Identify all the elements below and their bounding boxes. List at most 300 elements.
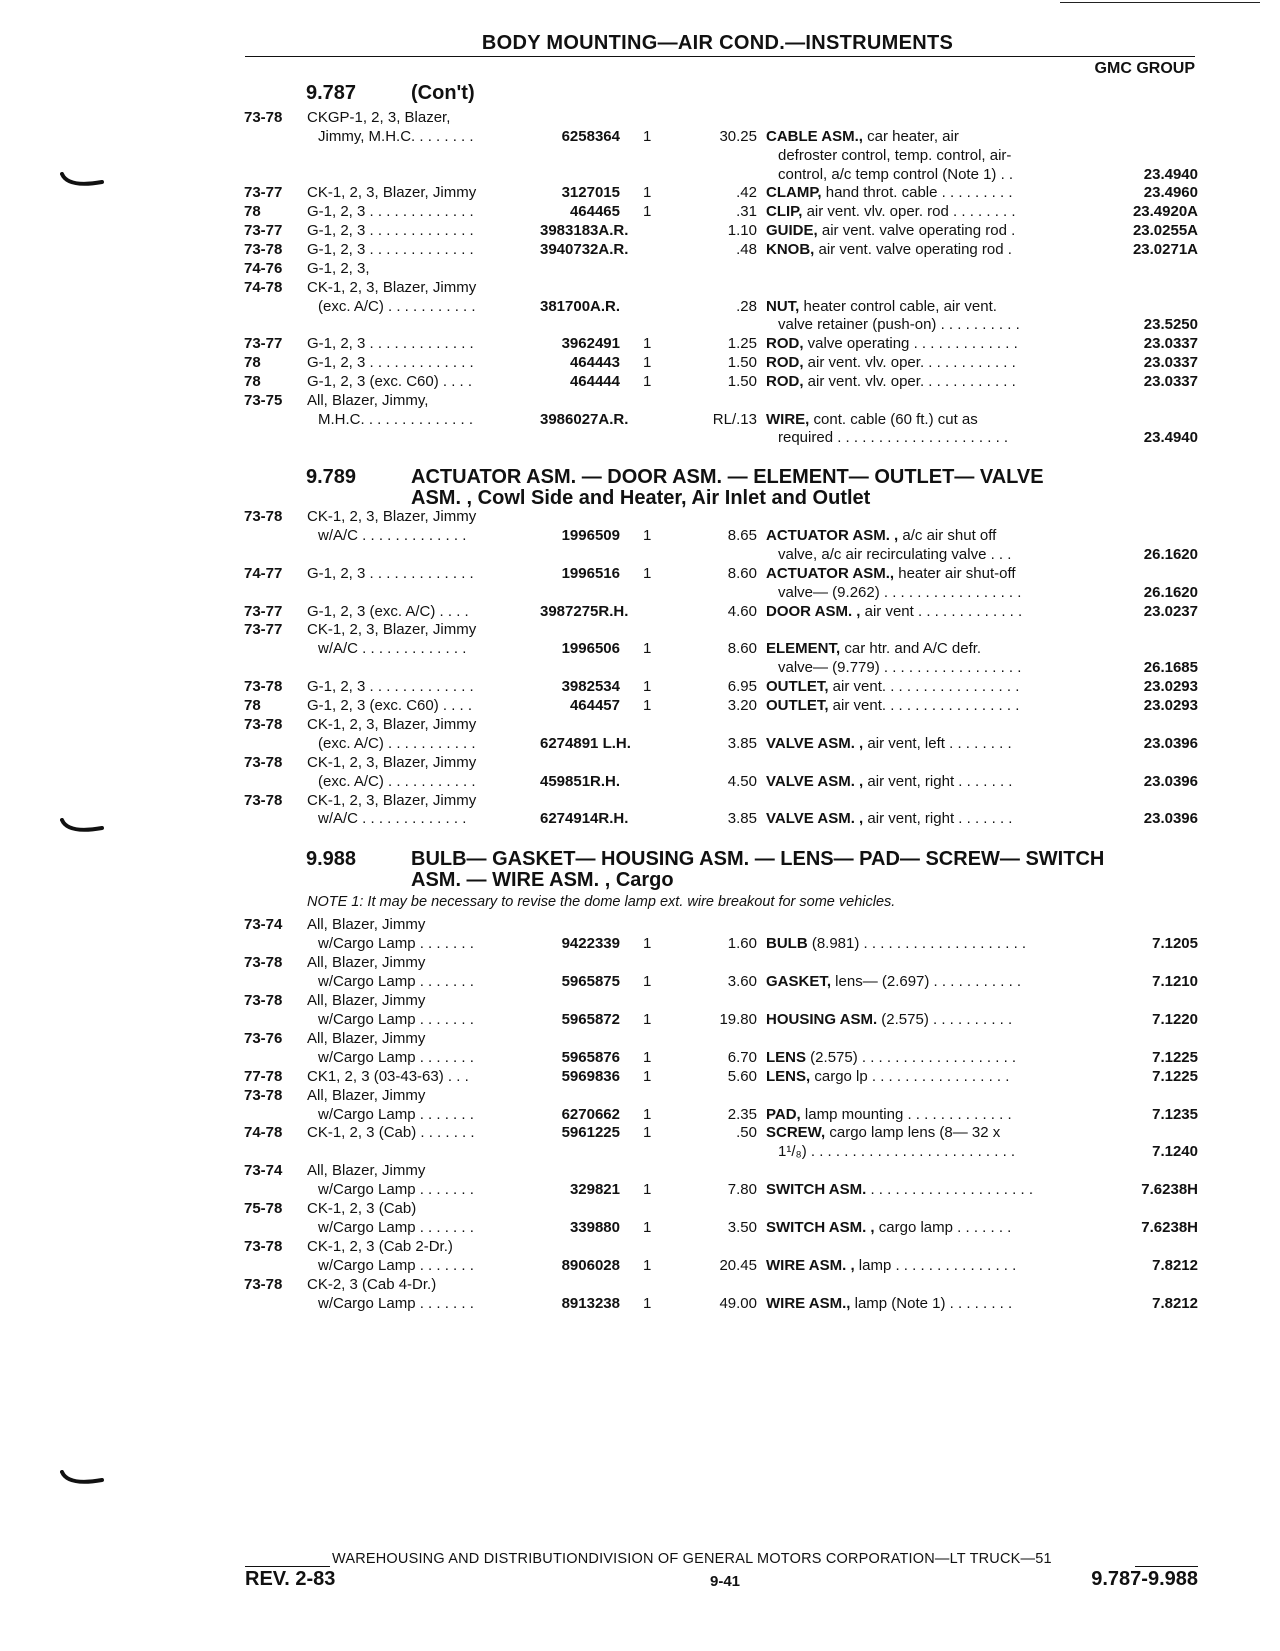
group-number: 23.4960 — [1143, 184, 1198, 202]
application: w/Cargo Lamp . . . . . . . — [318, 1010, 474, 1028]
application: G-1, 2, 3 . . . . . . . . . . . . . — [307, 335, 474, 353]
group-number: 23.4940 — [1143, 429, 1198, 447]
quantity: 1 — [643, 354, 652, 372]
section-title-line2: ASM. , Cowl Side and Heater, Air Inlet and Outlet — [411, 487, 871, 509]
quantity: 1 — [643, 335, 652, 353]
model-years: 74-77 — [244, 564, 283, 582]
description-text: heater control cable, air vent. — [799, 297, 997, 315]
part-name: LENS — [766, 1048, 807, 1066]
description — [766, 564, 1016, 583]
description — [778, 1142, 1015, 1161]
description-text: car heater, air — [862, 127, 959, 145]
group-number: 7.1220 — [1152, 1010, 1198, 1028]
application: G-1, 2, 3 . . . . . . . . . . . . . — [307, 354, 474, 372]
application: CK-1, 2, 3, Blazer, Jimmy — [307, 508, 477, 525]
application: CK-1, 2, 3 (Cab) — [307, 1200, 417, 1218]
part-row — [0, 1180, 1280, 1199]
part-row — [0, 108, 1280, 127]
application: All, Blazer, Jimmy, — [307, 391, 429, 409]
part-row — [0, 146, 1280, 165]
description — [766, 809, 1012, 828]
quantity: 1 — [643, 697, 652, 714]
part-name: DOOR ASM. , — [766, 602, 861, 620]
part-number: 9422339 — [561, 934, 620, 952]
part-row — [0, 753, 1280, 772]
part-row — [0, 602, 1280, 621]
page-number: 9-41 — [710, 1573, 741, 1590]
description — [766, 297, 997, 316]
binder-mark-icon — [60, 172, 104, 190]
section-title: ACTUATOR ASM. — DOOR ASM. — ELEMENT— OUTLET— VALVE — [411, 466, 1044, 488]
application: w/Cargo Lamp . . . . . . . — [318, 1257, 474, 1275]
part-name: CABLE ASM., — [766, 127, 863, 145]
model-years: 73-77 — [244, 602, 283, 620]
part-name: PAD, — [766, 1105, 801, 1123]
model-years: 73-78 — [244, 715, 283, 733]
price: 6.95 — [727, 678, 757, 696]
part-number: 3940732A.R. — [540, 240, 629, 258]
price: 7.80 — [727, 1181, 757, 1199]
page-title: BODY MOUNTING—AIR COND.—INSTRUMENTS — [481, 32, 954, 54]
part-row — [0, 1105, 1280, 1124]
part-name: GASKET, — [766, 972, 832, 990]
group-number: 23.0293 — [1143, 697, 1198, 714]
application: w/A/C . . . . . . . . . . . . . — [318, 526, 467, 544]
application: CK-1, 2, 3 (Cab 2-Dr.) — [307, 1238, 453, 1256]
model-years: 73-75 — [244, 391, 283, 409]
group-number: 23.0337 — [1143, 372, 1198, 390]
application: All, Blazer, Jimmy — [307, 1162, 426, 1180]
application: G-1, 2, 3 . . . . . . . . . . . . . — [307, 203, 474, 221]
part-name: CLAMP, — [766, 184, 822, 202]
part-number: 464465 — [569, 203, 620, 221]
application: G-1, 2, 3 (exc. C60) . . . . — [307, 372, 473, 390]
model-years: 75-78 — [244, 1200, 283, 1218]
part-name: BULB — [766, 934, 808, 952]
description — [766, 1010, 1012, 1029]
footer-rule-right — [1135, 1566, 1198, 1567]
price: 3.20 — [727, 697, 757, 714]
description — [766, 734, 1012, 753]
group-number: 23.0337 — [1143, 335, 1198, 353]
group-number: 7.1210 — [1152, 972, 1198, 990]
part-row — [0, 791, 1280, 810]
price: 1.50 — [727, 372, 757, 390]
model-years: 73-78 — [244, 1238, 283, 1256]
description — [778, 165, 1013, 184]
price: 4.50 — [727, 772, 757, 790]
description-text: air vent. valve operating rod . — [814, 240, 1012, 258]
part-row — [0, 715, 1280, 734]
description — [766, 1105, 1012, 1124]
description-text: control, a/c temp control (Note 1) . . — [778, 165, 1014, 183]
part-number: 1996509 — [561, 526, 620, 544]
part-row — [0, 428, 1280, 447]
description-text: cargo lamp lens (8— 32 x — [825, 1124, 1001, 1142]
part-row — [0, 278, 1280, 297]
application: All, Blazer, Jimmy — [307, 1086, 426, 1104]
part-row — [0, 1029, 1280, 1048]
description — [766, 410, 978, 429]
application: G-1, 2, 3 . . . . . . . . . . . . . — [307, 222, 474, 240]
application: CK-1, 2, 3 (Cab) . . . . . . . — [307, 1124, 475, 1142]
section-title: BULB— GASKET— HOUSING ASM. — LENS— PAD— SCREW— SWITCH — [411, 848, 1105, 870]
section-note: NOTE 1: It may be necessary to revise the dome lamp ext. wire breakout for some vehicles. — [307, 894, 896, 910]
part-row — [0, 934, 1280, 953]
group-number: 26.1620 — [1143, 583, 1198, 601]
price: 3.50 — [727, 1219, 757, 1237]
application: w/Cargo Lamp . . . . . . . — [318, 1048, 474, 1066]
part-number: 6258364 — [561, 127, 620, 145]
description-text: required . . . . . . . . . . . . . . . . . . . . . — [778, 429, 1009, 447]
description-text: air vent. vlv. oper. . . . . . . . . . . . — [803, 372, 1016, 390]
description-text: air vent. . . . . . . . . . . . . . . . . — [828, 697, 1020, 714]
group-number: 7.8212 — [1152, 1295, 1198, 1312]
part-number: 3987275R.H. — [540, 602, 629, 620]
quantity: 1 — [643, 1295, 652, 1312]
model-years: 78 — [244, 372, 261, 390]
group-number: 7.1240 — [1152, 1143, 1198, 1161]
group-number: 7.6238H — [1141, 1219, 1198, 1237]
part-number: 3962491 — [561, 335, 620, 353]
part-number: 459851R.H. — [540, 772, 621, 790]
application: CK-2, 3 (Cab 4-Dr.) — [307, 1276, 437, 1294]
description-text: cargo lp . . . . . . . . . . . . . . . . . — [810, 1067, 1010, 1085]
model-years: 73-77 — [244, 621, 283, 639]
section-range: 9.787-9.988 — [1091, 1568, 1198, 1590]
part-number: 464443 — [569, 354, 620, 372]
description — [766, 1180, 1033, 1199]
model-years: 74-78 — [244, 1124, 283, 1142]
model-years: 73-78 — [244, 791, 283, 809]
price: 4.60 — [727, 602, 757, 620]
model-years: 73-78 — [244, 991, 283, 1009]
price: .42 — [736, 184, 757, 202]
description — [766, 639, 981, 658]
section-number: 9.988 — [306, 848, 357, 870]
price: 3.60 — [727, 972, 757, 990]
footer-rule-left — [245, 1566, 330, 1567]
description-text: air vent. vlv. oper. . . . . . . . . . . . — [803, 354, 1016, 372]
description — [766, 1048, 1016, 1067]
model-years: 77-78 — [244, 1067, 283, 1085]
group-number: 7.6238H — [1141, 1181, 1198, 1199]
application: CK-1, 2, 3, Blazer, Jimmy — [307, 621, 477, 639]
description — [778, 146, 1011, 165]
description — [766, 602, 1022, 621]
description — [766, 972, 1021, 991]
quantity: 1 — [643, 1257, 652, 1275]
part-number: 5965875 — [561, 972, 620, 990]
model-years: 73-78 — [244, 109, 283, 126]
section-heading — [306, 848, 1105, 891]
model-years: 74-76 — [244, 259, 283, 277]
application: G-1, 2, 3 . . . . . . . . . . . . . — [307, 564, 474, 582]
group-number: 7.1205 — [1152, 934, 1198, 952]
group-number: 23.0293 — [1143, 678, 1198, 696]
application: CK-1, 2, 3, Blazer, Jimmy — [307, 791, 477, 809]
group-number: 23.0337 — [1143, 354, 1198, 372]
quantity: 1 — [643, 1124, 652, 1142]
model-years: 73-77 — [244, 335, 283, 353]
description — [766, 1294, 1012, 1313]
description — [766, 1218, 1011, 1237]
description — [766, 202, 1016, 221]
application: All, Blazer, Jimmy — [307, 1029, 426, 1047]
price: 1.25 — [727, 335, 757, 353]
part-row — [0, 1048, 1280, 1067]
quantity: 1 — [643, 203, 652, 221]
part-row — [0, 165, 1280, 184]
description — [766, 677, 1019, 696]
scan-edge-line — [1060, 2, 1260, 3]
application: w/A/C . . . . . . . . . . . . . — [318, 810, 467, 828]
description-text: lamp mounting . . . . . . . . . . . . . — [800, 1105, 1012, 1123]
price: .28 — [736, 297, 757, 315]
description — [766, 526, 996, 545]
quantity: 1 — [643, 184, 652, 202]
application: (exc. A/C) . . . . . . . . . . . — [318, 297, 476, 315]
description — [766, 696, 1019, 715]
price: 8.60 — [727, 640, 757, 658]
application: w/Cargo Lamp . . . . . . . — [318, 972, 474, 990]
model-years: 73-78 — [244, 1276, 283, 1294]
application: Jimmy, M.H.C. . . . . . . . — [318, 127, 474, 145]
model-years: 74-78 — [244, 278, 283, 296]
part-row — [0, 372, 1280, 391]
part-row — [0, 507, 1280, 526]
description — [766, 372, 1016, 391]
description — [766, 334, 1018, 353]
part-name: KNOB, — [766, 240, 815, 258]
part-row — [0, 202, 1280, 221]
part-row — [0, 221, 1280, 240]
part-row — [0, 772, 1280, 791]
part-name: VALVE ASM. , — [766, 772, 864, 790]
application: w/Cargo Lamp . . . . . . . — [318, 1105, 474, 1123]
part-number: 6270662 — [561, 1105, 620, 1123]
description-text: cont. cable (60 ft.) cut as — [809, 410, 978, 428]
description-text: (2.575) . . . . . . . . . . . . . . . . . . . — [806, 1048, 1017, 1066]
part-number: 1996516 — [561, 564, 620, 582]
application: CK-1, 2, 3, Blazer, Jimmy — [307, 715, 477, 733]
part-row — [0, 315, 1280, 334]
description-text: valve, a/c air recirculating valve . . . — [778, 545, 1012, 563]
description — [778, 583, 1021, 602]
group-number: 26.1620 — [1143, 545, 1198, 563]
part-row — [0, 391, 1280, 410]
price: 5.60 — [727, 1067, 757, 1085]
part-row — [0, 545, 1280, 564]
price: .50 — [736, 1124, 757, 1142]
part-name: OUTLET, — [766, 697, 829, 714]
group-number: 23.0396 — [1143, 734, 1198, 752]
price: 3.85 — [727, 734, 757, 752]
price: 1.60 — [727, 934, 757, 952]
price: 8.65 — [727, 526, 757, 544]
price: 30.25 — [719, 127, 757, 145]
description-text: air vent, left . . . . . . . . — [863, 734, 1012, 752]
section-number: 9.789 — [306, 466, 357, 488]
description-text: valve operating . . . . . . . . . . . . . — [803, 335, 1018, 353]
part-row — [0, 1294, 1280, 1313]
part-number: 6274891 L.H. — [540, 734, 631, 752]
part-row — [0, 620, 1280, 639]
group-number: 23.5250 — [1143, 316, 1198, 334]
price: 49.00 — [719, 1295, 757, 1312]
part-row — [0, 1256, 1280, 1275]
description — [766, 1067, 1009, 1086]
model-years: 73-76 — [244, 1029, 283, 1047]
part-name: SWITCH ASM. — [766, 1181, 867, 1199]
footer-organization: WAREHOUSING AND DISTRIBUTIONDIVISION OF GENERAL MOTORS CORPORATION—LT TRUCK—51 — [332, 1551, 1052, 1567]
part-number: 5965876 — [561, 1048, 620, 1066]
application: G-1, 2, 3 (exc. A/C) . . . . — [307, 602, 469, 620]
application: w/Cargo Lamp . . . . . . . — [318, 1219, 474, 1237]
quantity: 1 — [643, 1219, 652, 1237]
part-name: OUTLET, — [766, 678, 829, 696]
model-years: 78 — [244, 354, 261, 372]
model-years: 73-78 — [244, 753, 283, 771]
application: G-1, 2, 3 . . . . . . . . . . . . . — [307, 240, 474, 258]
description-text: air vent, right . . . . . . . — [863, 772, 1013, 790]
group-number: 23.0271A — [1132, 240, 1198, 258]
group-number: 7.1225 — [1152, 1067, 1198, 1085]
binder-mark-icon — [60, 1470, 104, 1488]
price: 3.85 — [727, 810, 757, 828]
part-row — [0, 953, 1280, 972]
model-years: 73-77 — [244, 184, 283, 202]
title-rule — [245, 56, 1195, 57]
quantity: 1 — [643, 1067, 652, 1085]
description-text: lamp (Note 1) . . . . . . . . — [850, 1295, 1013, 1312]
application: CK1, 2, 3 (03-43-63) . . . — [307, 1067, 469, 1085]
description-text: valve— (9.779) . . . . . . . . . . . . . . . . . — [778, 659, 1022, 677]
part-number: 381700A.R. — [540, 297, 621, 315]
part-number: 3983183A.R. — [540, 222, 629, 240]
part-number: 8913238 — [561, 1295, 620, 1312]
part-row — [0, 658, 1280, 677]
group-number: 26.1685 — [1143, 659, 1198, 677]
section-number: 9.787 — [306, 82, 357, 104]
price: 20.45 — [719, 1257, 757, 1275]
description-text: hand throt. cable . . . . . . . . . — [821, 184, 1013, 202]
part-row — [0, 809, 1280, 828]
price: 2.35 — [727, 1105, 757, 1123]
description — [766, 353, 1016, 372]
part-name: VALVE ASM. , — [766, 734, 864, 752]
part-number: 464457 — [569, 697, 620, 714]
description-text: heater air shut-off — [894, 564, 1016, 582]
description — [766, 934, 1026, 953]
part-name: LENS, — [766, 1067, 811, 1085]
quantity: 1 — [643, 526, 652, 544]
application: w/Cargo Lamp . . . . . . . — [318, 1295, 474, 1312]
part-name: SCREW, — [766, 1124, 826, 1142]
part-number: 6274914R.H. — [540, 810, 629, 828]
part-row — [0, 334, 1280, 353]
description-text: lamp . . . . . . . . . . . . . . . — [854, 1257, 1017, 1275]
application: w/A/C . . . . . . . . . . . . . — [318, 640, 467, 658]
description — [778, 545, 1011, 564]
part-row — [0, 1067, 1280, 1086]
part-row — [0, 1275, 1280, 1294]
application: CK-1, 2, 3, Blazer, Jimmy — [307, 278, 477, 296]
description-text: valve retainer (push-on) . . . . . . . . . . — [778, 316, 1020, 334]
price: RL/.13 — [712, 410, 757, 428]
model-years: 73-78 — [244, 1086, 283, 1104]
description-text: air vent. valve operating rod . — [817, 222, 1016, 240]
section-title: (Con't) — [411, 82, 475, 104]
group-number: 23.0237 — [1143, 602, 1198, 620]
part-name: GUIDE, — [766, 222, 818, 240]
quantity: 1 — [643, 564, 652, 582]
application: All, Blazer, Jimmy — [307, 953, 426, 971]
price: .31 — [736, 203, 757, 221]
part-row — [0, 564, 1280, 583]
description-text: air vent. vlv. oper. rod . . . . . . . . — [802, 203, 1016, 221]
part-row — [0, 696, 1280, 715]
part-row — [0, 972, 1280, 991]
price: 8.60 — [727, 564, 757, 582]
application: (exc. A/C) . . . . . . . . . . . — [318, 772, 476, 790]
part-name: CLIP, — [766, 203, 803, 221]
description — [778, 428, 1008, 447]
quantity: 1 — [643, 934, 652, 952]
part-row — [0, 915, 1280, 934]
part-name: ROD, — [766, 354, 804, 372]
part-name: WIRE, — [766, 410, 810, 428]
description-text: air vent. . . . . . . . . . . . . . . . . — [828, 678, 1020, 696]
part-name: ROD, — [766, 372, 804, 390]
group-number: 7.1235 — [1152, 1105, 1198, 1123]
description-text: (2.575) . . . . . . . . . . — [877, 1010, 1013, 1028]
application: CKGP-1, 2, 3, Blazer, — [307, 109, 451, 126]
price: .48 — [736, 240, 757, 258]
application: (exc. A/C) . . . . . . . . . . . — [318, 734, 476, 752]
group-number: 23.4940 — [1143, 165, 1198, 183]
description — [766, 772, 1012, 791]
model-years: 73-74 — [244, 916, 283, 933]
description — [766, 240, 1012, 259]
application: w/Cargo Lamp . . . . . . . — [318, 1181, 474, 1199]
application: All, Blazer, Jimmy — [307, 916, 426, 933]
quantity: 1 — [643, 1181, 652, 1199]
part-number: 464444 — [569, 372, 620, 390]
application: G-1, 2, 3 . . . . . . . . . . . . . — [307, 678, 474, 696]
part-name: VALVE ASM. , — [766, 810, 864, 828]
part-name: WIRE ASM., — [766, 1295, 851, 1312]
model-years: 78 — [244, 697, 261, 714]
part-number: 3982534 — [561, 678, 620, 696]
description — [766, 221, 1015, 240]
model-years: 78 — [244, 203, 261, 221]
application: CK-1, 2, 3, Blazer, Jimmy — [307, 184, 477, 202]
binder-mark-icon — [60, 818, 104, 836]
part-row — [0, 1161, 1280, 1180]
part-row — [0, 677, 1280, 696]
part-row — [0, 639, 1280, 658]
group-number: 23.4920A — [1132, 203, 1198, 221]
part-row — [0, 410, 1280, 429]
part-row — [0, 1010, 1280, 1029]
application: M.H.C. . . . . . . . . . . . . . — [318, 410, 474, 428]
group-label: GMC GROUP — [1094, 60, 1195, 77]
quantity: 1 — [643, 372, 652, 390]
quantity: 1 — [643, 640, 652, 658]
part-name: SWITCH ASM. , — [766, 1219, 875, 1237]
model-years: 73-77 — [244, 222, 283, 240]
